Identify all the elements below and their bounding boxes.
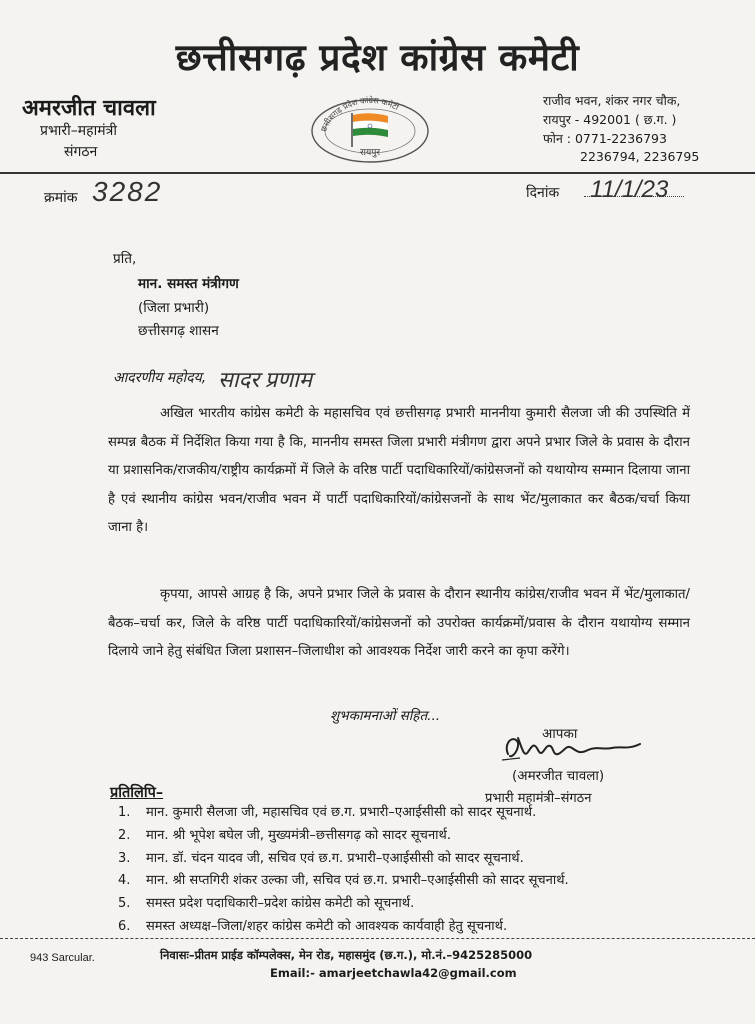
copy-to-item: 1. मान. कुमारी सैलजा जी, महासचिव एवं छ.ग. प्रभारी–एआईसीसी को सादर सूचनार्थ. — [118, 805, 537, 820]
person-name: अमरजीत चावला — [22, 95, 156, 121]
designation-line2: संगठन — [64, 144, 98, 160]
copy-to-list — [118, 802, 569, 939]
handwritten-signature-icon — [500, 728, 650, 768]
party-seal — [308, 95, 432, 163]
ref-number: 3282 — [92, 176, 163, 207]
body-paragraph-2: कृपया, आपसे आग्रह है कि, अपने प्रभार जिले के प्रवास के दौरान स्थानीय कांग्रेस/राजीव भवन में भेंट/मुलाकात/बैठक–चर्चा कर, जिले के वरिष्ठ पार्टी पदाधिकारियों/कांग्रेसजनों को उपरोक्त कार्यक्रमों/प्रवास के दौरान यथायोग्य सम्मान दिलाये जाने हेतु संबंधित जिला प्रशासन–जिलाधीश को आवश्यक निर्देश जारी करने का कृपा करेंगे। — [108, 587, 690, 659]
copy-to-item: 4. मान. श्री सप्तगिरी शंकर उल्का जी, सचिव एवं छ.ग. प्रभारी–एआईसीसी को सादर सूचनार्थ. — [118, 873, 569, 889]
copy-to-item: 5. समस्त प्रदेश पदाधिकारी–प्रदेश कांग्रेस कमेटी को सूचनार्थ. — [118, 896, 415, 912]
ref-label: क्रमांक — [44, 190, 78, 206]
seal-city: रायपुर — [359, 148, 381, 158]
address-line4: 2236794, 2236795 — [580, 149, 700, 164]
footer-email: Email:- amarjeetchawla42@gmail.com — [270, 966, 517, 980]
seal-emblem-icon — [308, 95, 432, 163]
recipient-line3: छत्तीसगढ़ शासन — [138, 323, 219, 339]
footer-divider — [0, 938, 755, 939]
date-label: दिनांक — [526, 185, 560, 201]
body-paragraph-1: अखिल भारतीय कांग्रेस कमेटी के महासचिव एवं छत्तीसगढ़ प्रभारी माननीया कुमारी सैलजा जी की उपस्थिति में सम्पन्न बैठक में निर्देशित किया गया है कि, माननीय समस्त जिला प्रभारी मंत्रीगण द्वारा अपने प्रभार जिले के प्रवास के दौरान या प्रशासनिक/राजकीय/राष्ट्रीय कार्यक्रमों में जिले के वरिष्ठ पार्टी पदाधिकारियों/कांग्रेसजनों को यथायोग्य सम्मान दिलाया जाना है एवं स्थानीय कांग्रेस भवन/राजीव भवन में पार्टी पदाधिकारियों/कांग्रेसजनों के साथ भेंट/मुलाकात कर बैठक/चर्चा किया जाना है। — [108, 406, 690, 535]
footer-residence: निवासः–प्रीतम प्राईड कॉम्पलेक्स, मेन रोड, महासमुंद (छ.ग.), मो.नं.–9425285000 — [160, 948, 533, 962]
handwritten-greeting: सादर प्रणाम — [218, 367, 313, 392]
footer-left-note: 943 Sarcular. — [30, 952, 95, 964]
recipient-prati: प्रति, — [113, 251, 137, 267]
designation-line1: प्रभारी–महामंत्री — [40, 123, 117, 139]
address-line2: रायपुर - 492001 ( छ.ग. ) — [543, 112, 677, 127]
closing-yours: आपका — [542, 726, 578, 742]
header-divider — [0, 172, 755, 174]
copy-to-title: प्रतिलिपि– — [110, 785, 164, 801]
address-line3: फोन : 0771-2236793 — [543, 131, 667, 146]
copy-to-item: 6. समस्त अध्यक्ष–जिला/शहर कांग्रेस कमेटी को आवश्यक कार्यवाही हेतु सूचनार्थ. — [118, 918, 508, 934]
seal-text: छत्तीसगढ़ प्रदेश कांग्रेस कमेटी — [319, 95, 401, 134]
recipient-line2: (जिला प्रभारी) — [138, 300, 210, 316]
copy-to-item: 3. मान. डॉ. चंदन यादव जी, सचिव एवं छ.ग. प्रभारी–एआईसीसी को सादर सूचनार्थ. — [118, 850, 524, 866]
signatory-name: (अमरजीत चावला) — [512, 768, 605, 784]
org-name: छत्तीसगढ़ प्रदेश कांग्रेस कमेटी — [175, 35, 580, 79]
date-value: 11/1/23 — [590, 176, 669, 203]
address-line1: राजीव भवन, शंकर नगर चौक, — [543, 93, 681, 108]
recipient-line1: मान. समस्त मंत्रीगण — [138, 276, 239, 292]
salutation: आदरणीय महोदय, — [113, 370, 207, 386]
signatory-designation: प्रभारी महामंत्री–संगठन — [485, 791, 592, 806]
copy-to-item: 2. मान. श्री भूपेश बघेल जी, मुख्यमंत्री–छत्तीसगढ़ को सादर सूचनार्थ. — [118, 827, 451, 843]
closing-regards: शुभकामनाओं सहित... — [330, 708, 441, 724]
